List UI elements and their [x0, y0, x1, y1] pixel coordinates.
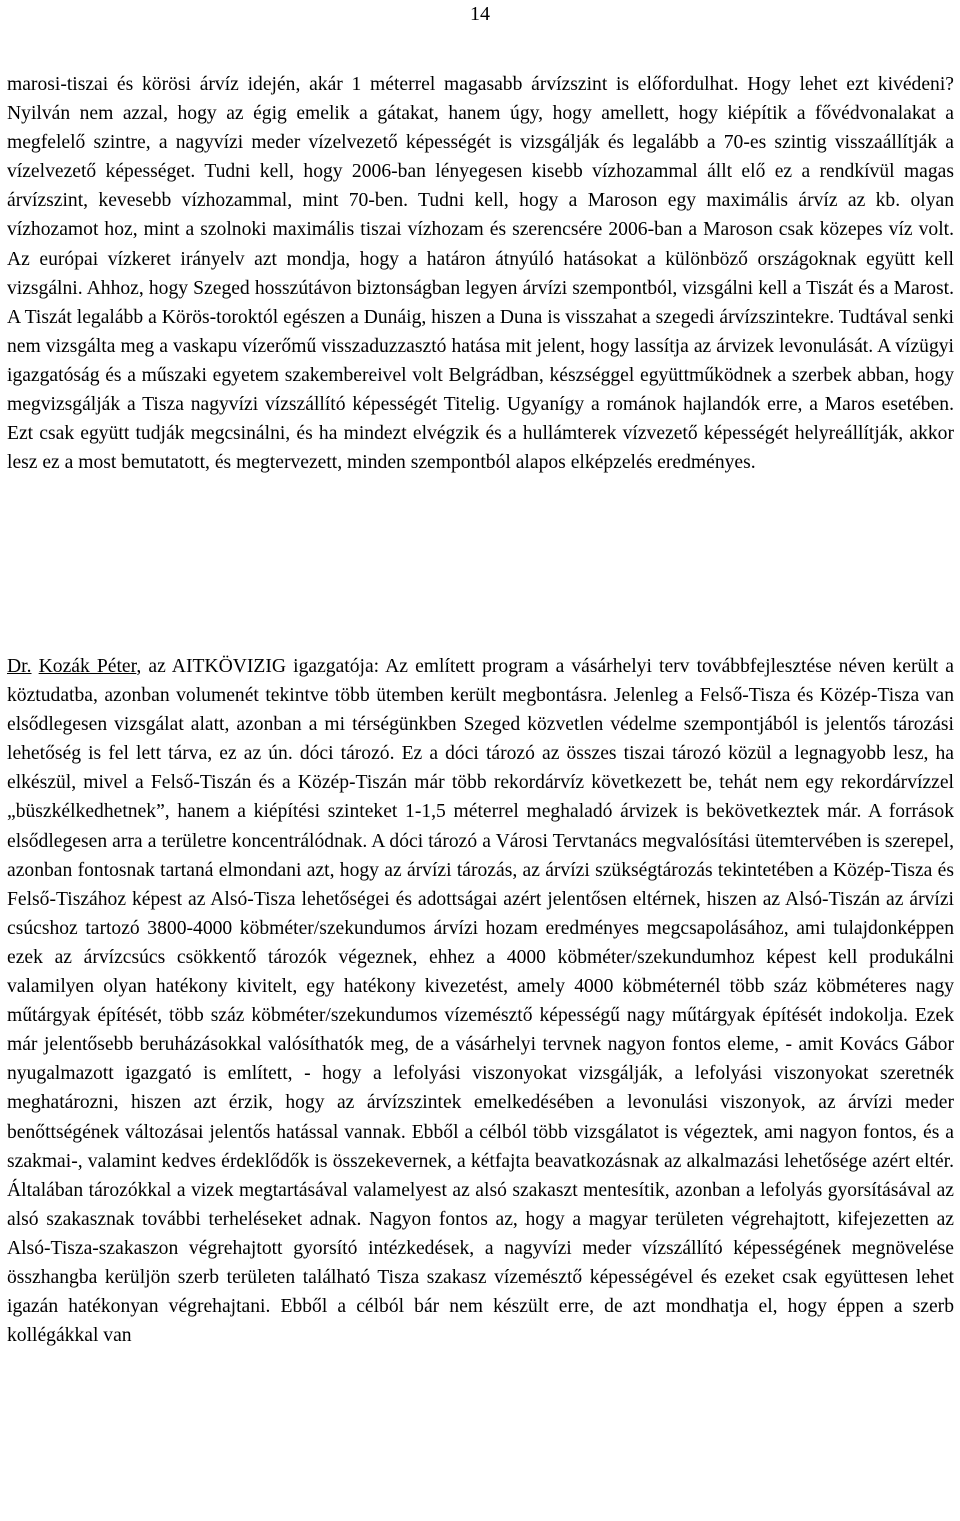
page-number: 14: [470, 3, 490, 25]
body-paragraph-2: [7, 652, 954, 1350]
speaker-name: Kozák Péter: [38, 656, 137, 677]
body-paragraph-1: marosi-tiszai és körösi árvíz idején, akár 1 méterrel magasabb árvízszint is előfordulhat. Hogy lehet ezt kivédeni? Nyilván nem azzal, hogy az égig emelik a gátakat, hanem úgy, hogy amellett, hogy kiépítik a fővédvonalakat a megfelelő szintre, a nagyvízi meder vízelvezető képességét is vizsgálják és legalább a 70-es szintig visszaállítják a vízelvezető képességet. Tudni kell, hogy 2006-ban lényegesen kisebb vízhozammal állt elő ez a rendkívül magas árvízszint, kevesebb vízhozammal, mint 70-ben. Tudni kell, hogy a Maroson egy maximális árvíz az kb. olyan vízhozamot hoz, mint a szolnoki maximális tiszai vízhozam és szerencsére 2006-ban a Maroson csak közepes víz volt. Az európai vízkeret irányelv azt mondja, hogy a határon átnyúló hatásokat a különböző országoknak együtt kell vizsgálni. Ahhoz, hogy Szeged hosszútávon biztonságban legyen árvízi szempontból, vizsgálni kell a Tiszát és a Marost. A Tiszát legalább a Körös-toroktól egészen a Dunáig, hiszen a Duna is visszahat a szegedi árvízszintekre. Tudtával senki nem vizsgálta meg a vaskapu vízerőmű visszaduzzasztó hatása mit jelent, hogy lassítja az árvizek levonulását. A vízügyi igazgatóság és a műszaki egyetem szakembereivel volt Belgrádban, készséggel együttműködnek a szerbek abban, hogy megvizsgálják a Tisza nagyvízi vízszállító képességét Titelig. Ugyanígy a románok hajlandók erre, a Maros esetében. Ezt csak együtt tudják megcsinálni, és ha mindezt elvégzik és a hullámterek vízvezető képességét helyreállítják, akkor lesz ez a most bemutatott, és megtervezett, minden szempontból alapos elképzelés eredményes.: [7, 74, 954, 474]
paragraph-2-text: Az említett program a vásárhelyi terv továbbfejlesztése néven került a köztudatba, azonban volumenét tekintve több ütemben került megbontásra. Jelenleg a Felső-Tisza és Közép-Tisza van elsődlegesen vizsgálat alatt, azonban a mi térségünkben Szeged közvetlen védelme szempontjából is jelentős tározási lehetőség is fel lett tárva, ez az ún. dóci tározó. Ez a dóci tározó az összes tiszai tározó közül a legnagyobb lesz, ha elkészül, mivel a Felső-Tiszán és a Közép-Tiszán már több rekordárvíz következett be, tehát nem egy rekordárvízzel „büszkélkedhetnek”, hanem a kiépítési szinteket 1-1,5 méterrel meghaladó árvizek is bekövetkeztek már. A források elsődlegesen arra a területre koncentrálódnak. A dóci tározó a Városi Tervtanács megvalósítási ütemtervében is szerepel, azonban fontosnak tartaná elmondani azt, hogy az árvízi tározás, az árvízi szükségtározás tekintetében a Közép-Tisza és Felső-Tiszához képest az Alsó-Tisza lehetőségei és adottságai azért jelentősen eltérnek, hiszen az Alsó-Tiszán az árvízi csúcshoz tartozó 3800-4000 köbméter/szekundumos árvízi hozam eredményes megcsapolásához, ami tulajdonképpen ezek az árvízcsúcs csökkentő tározók végeznek, ehhez a 4000 köbméter/szekundumhoz képest kell produkálni valamilyen olyan hatékony kivitelt, egy hatékony kivezetést, amely 4000 köbméternél több száz köbméteres nagy műtárgyak építését, több száz köbméter/szekundumos vízemésztő képességű nagy műtárgyak építését indokolja. Ezek már jelentősebb beruházásokkal valósíthatók meg, de a vásárhelyi tervnek nagyon fontos eleme, - amit Kovács Gábor nyugalmazott igazgató is említett, - hogy a lefolyási viszonyokat vizsgálják, a lefolyási viszonyokat szeretnék meghatározni, hiszen azt érzik, hogy az árvízszintek emelkedésében a levonulási viszonyok, az árvízi meder benőttségének változásai jelentős hatással vannak. Ebből a célból több vizsgálatot is végeztek, ami nagyon fontos, és a szakmai-, valamint kedves érdeklődők is összekevernek, a kétfajta beavatkozásnak az alkalmazási lehetősége azért eltér. Általában tározókkal a vizek megtartásával valamelyest az alsó szakaszt mentesítik, azonban a lefolyás gyorsításával az alsó szakasznak további terheléseket adnak. Nagyon fontos az, hogy a magyar területen végrehajtott, kifejezetten az Alsó-Tisza-szakaszon végrehajtott gyorsító intézkedések, a nagyvízi meder vízszállító képességének megnövelése összhangba kerüljön szerb területen található Tisza szakasz vízemésztő képességével és ezeket csak együttesen lehet igazán hatékonyan végrehajtani. Ebből a célból bár nem készült erre, de azt mondhatja el, hogy éppen a szerb kollégákkal van: [7, 656, 955, 1347]
speaker-role: , az AITKÖVIZIG igazgatója:: [136, 656, 380, 677]
speaker-title: Dr.: [7, 656, 32, 677]
